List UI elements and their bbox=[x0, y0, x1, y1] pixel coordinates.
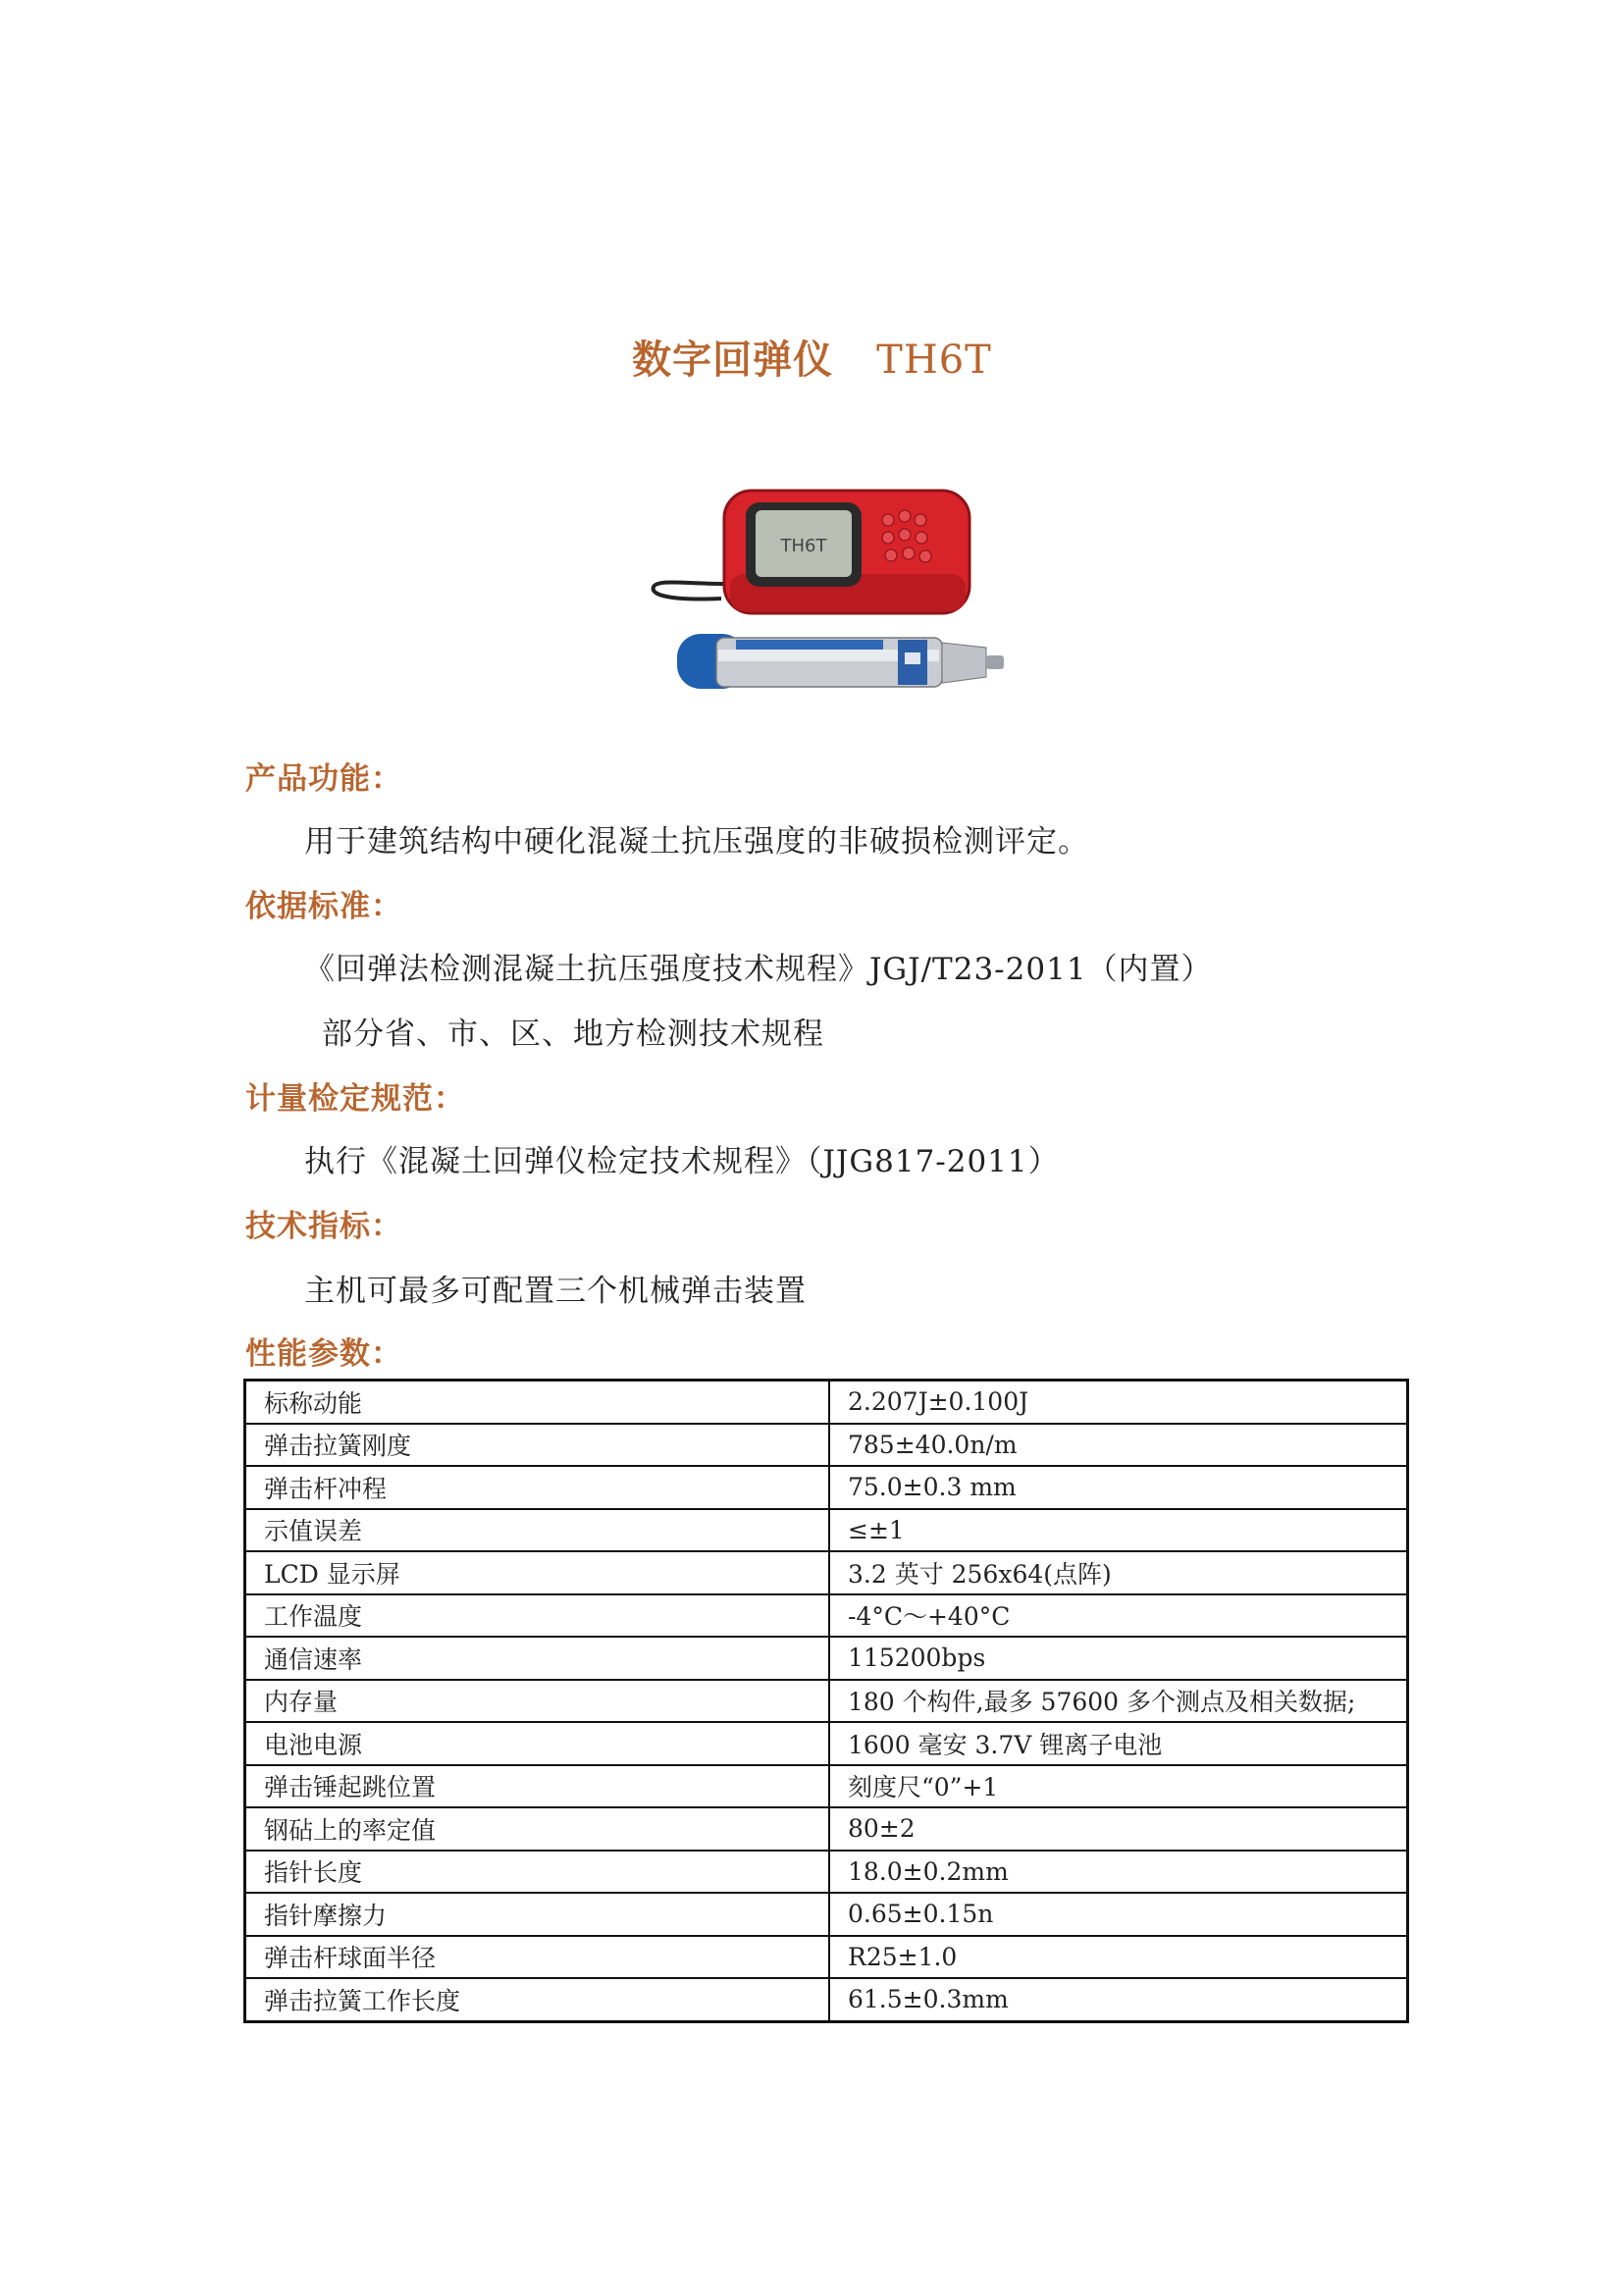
table-row bbox=[245, 1978, 1408, 2021]
device-keypad bbox=[882, 510, 931, 562]
spec-value: 2.207J±0.100J bbox=[829, 1381, 1408, 1424]
section-heading-tech: 技术指标： bbox=[245, 1209, 402, 1244]
spec-label: 弹击拉簧工作长度 bbox=[245, 1978, 830, 2021]
table-row bbox=[245, 1594, 1408, 1638]
table-row bbox=[245, 1551, 1408, 1594]
spec-label: 标称动能 bbox=[245, 1381, 830, 1424]
product-name: 数字回弹仪 bbox=[632, 337, 834, 383]
spec-label: 钢砧上的率定值 bbox=[245, 1807, 830, 1851]
table-row bbox=[245, 1680, 1408, 1723]
spec-value: -4°C～+40°C bbox=[829, 1594, 1408, 1638]
section-heading-calibration: 计量检定规范： bbox=[245, 1081, 465, 1117]
table-row bbox=[245, 1637, 1408, 1680]
table-row bbox=[245, 1509, 1408, 1552]
table-row bbox=[245, 1466, 1408, 1509]
spec-value: 18.0±0.2mm bbox=[829, 1851, 1408, 1894]
spec-value: 75.0±0.3 mm bbox=[829, 1466, 1408, 1509]
spec-label: 示值误差 bbox=[245, 1509, 830, 1552]
spec-label: 弹击杆球面半径 bbox=[245, 1936, 830, 1979]
spec-label: 弹击杆冲程 bbox=[245, 1466, 830, 1509]
table-row bbox=[245, 1807, 1408, 1851]
spec-table bbox=[243, 1379, 1409, 2023]
spec-value: 115200bps bbox=[829, 1637, 1408, 1680]
spec-value: 180 个构件,最多 57600 多个测点及相关数据; bbox=[829, 1680, 1408, 1723]
product-model: TH6T bbox=[876, 338, 992, 383]
table-row bbox=[245, 1851, 1408, 1894]
table-row bbox=[245, 1424, 1408, 1467]
spec-label: 指针摩擦力 bbox=[245, 1893, 830, 1936]
spec-label: 电池电源 bbox=[245, 1722, 830, 1765]
device-screen-text: TH6T bbox=[780, 536, 827, 556]
spec-value: 0.65±0.15n bbox=[829, 1893, 1408, 1936]
spec-value: 1600 毫安 3.7V 锂离子电池 bbox=[829, 1722, 1408, 1765]
spec-label: 内存量 bbox=[245, 1680, 830, 1723]
spec-value: ≤±1 bbox=[829, 1509, 1408, 1552]
spec-label: 指针长度 bbox=[245, 1851, 830, 1894]
spec-value: 785±40.0n/m bbox=[829, 1424, 1408, 1467]
page-title bbox=[0, 329, 1624, 385]
device-image bbox=[648, 481, 1060, 711]
spec-label: 通信速率 bbox=[245, 1637, 830, 1680]
table-row bbox=[245, 1765, 1408, 1808]
device-cable bbox=[654, 582, 728, 599]
spec-value: 80±2 bbox=[829, 1807, 1408, 1851]
section-text-standard-2: 部分省、市、区、地方检测技术规程 bbox=[322, 1017, 824, 1052]
spec-label: LCD 显示屏 bbox=[245, 1551, 830, 1594]
spec-value: 刻度尺“0”+1 bbox=[829, 1765, 1408, 1808]
spec-label: 弹击锤起跳位置 bbox=[245, 1765, 830, 1808]
section-text-tech: 主机可最多可配置三个机械弹击装置 bbox=[304, 1274, 807, 1309]
spec-value: 3.2 英寸 256x64(点阵) bbox=[829, 1551, 1408, 1594]
section-text-function: 用于建筑结构中硬化混凝土抗压强度的非破损检测评定。 bbox=[304, 824, 1089, 860]
table-row bbox=[245, 1893, 1408, 1936]
table-row bbox=[245, 1722, 1408, 1765]
section-text-standard-1: 《回弹法检测混凝土抗压强度技术规程》JGJ/T23-2011（内置） bbox=[304, 952, 1213, 987]
section-heading-params: 性能参数： bbox=[245, 1336, 402, 1372]
device-probe bbox=[677, 634, 1004, 689]
section-heading-standard: 依据标准： bbox=[245, 889, 402, 924]
table-row bbox=[245, 1381, 1408, 1424]
section-heading-function: 产品功能： bbox=[245, 761, 402, 797]
section-text-calibration: 执行《混凝土回弹仪检定技术规程》（JJG817-2011） bbox=[304, 1144, 1060, 1179]
spec-value: R25±1.0 bbox=[829, 1936, 1408, 1979]
spec-label: 工作温度 bbox=[245, 1594, 830, 1638]
table-row bbox=[245, 1936, 1408, 1979]
spec-label: 弹击拉簧刚度 bbox=[245, 1424, 830, 1467]
spec-value: 61.5±0.3mm bbox=[829, 1978, 1408, 2021]
